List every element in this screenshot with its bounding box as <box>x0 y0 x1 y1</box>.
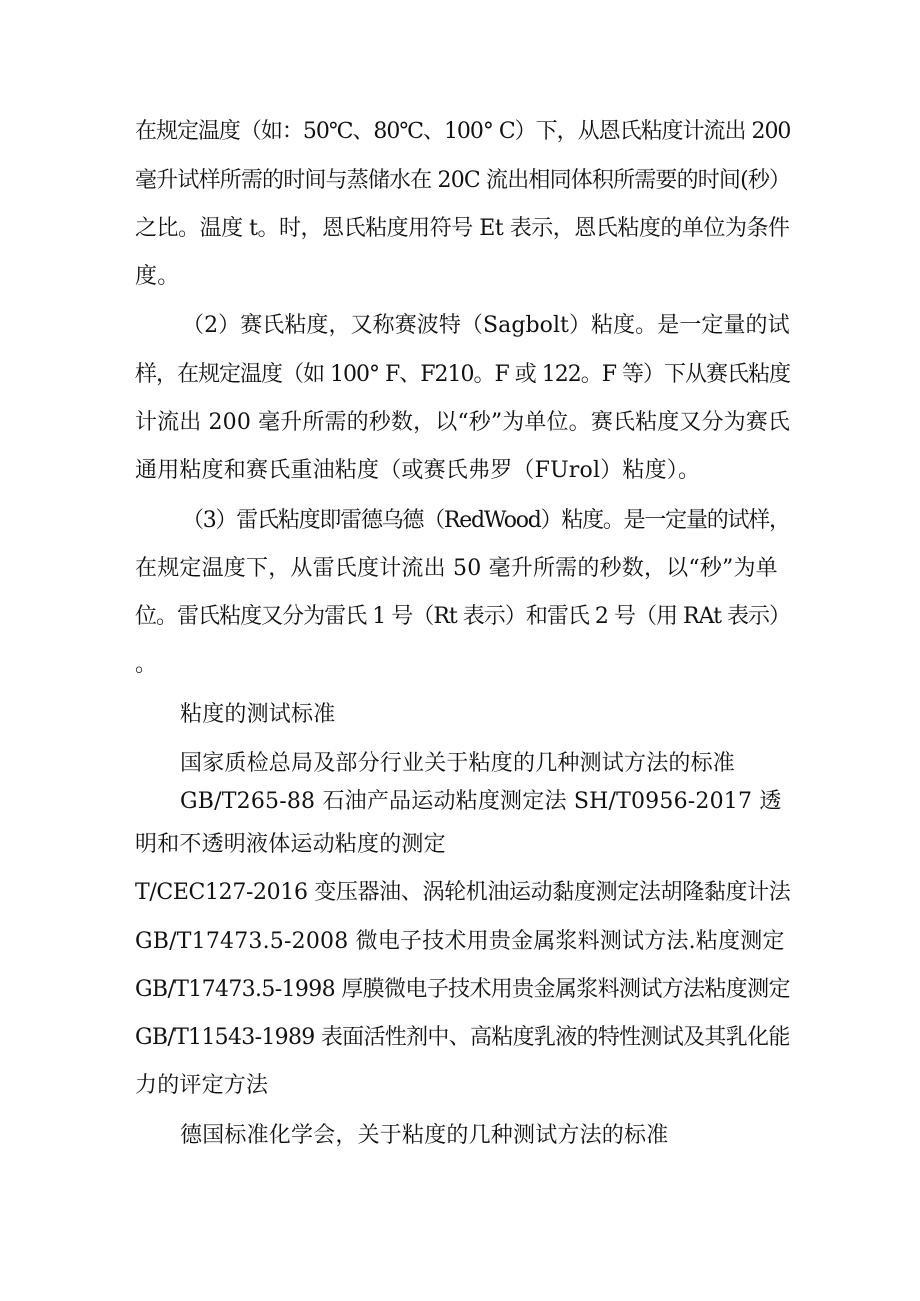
standard-line-2: 明和不透明液体运动粘度的测定 <box>135 832 446 857</box>
national-standards-intro: 国家质检总局及部分行业关于粘度的几种测试方法的标准 <box>180 751 736 776</box>
paragraph-engler-line-4: 度。 <box>135 264 180 289</box>
standard-line-1: GB/T265-88 石油产品运动粘度测定法 SH/T0956-2017 透 <box>180 789 782 814</box>
paragraph-redwood-line-2: 在规定温度下，从雷氏度计流出 50 毫升所需的秒数，以“秒”为单 <box>135 556 778 581</box>
paragraph-redwood-line-4: 。 <box>135 652 158 677</box>
paragraph-redwood-line-1: （3）雷氏粘度即雷德乌德（RedWood）粘度。是一定量的试样， <box>182 508 790 533</box>
paragraph-saybolt-line-1: （2）赛氏粘度，又称赛波特（Sagbolt）粘度。是一定量的试 <box>182 313 790 338</box>
paragraph-engler-line-3: 之比。温度 t。时，恩氏粘度用符号 Et 表示，恩氏粘度的单位为条件 <box>135 216 790 241</box>
standard-line-5: GB/T17473.5-1998 厚膜微电子技术用贵金属浆料测试方法粘度测定 <box>135 977 790 1002</box>
standard-line-6: GB/T11543-1989 表面活性剂中、高粘度乳液的特性测试及其乳化能 <box>135 1025 790 1050</box>
german-standards-intro: 德国标准化学会，关于粘度的几种测试方法的标准 <box>180 1123 669 1148</box>
paragraph-saybolt-line-3: 计流出 200 毫升所需的秒数，以“秒”为单位。赛氏粘度又分为赛氏 <box>135 410 791 435</box>
paragraph-saybolt-line-4: 通用粘度和赛氏重油粘度（或赛氏弗罗（FUrol）粘度）。 <box>135 458 701 483</box>
standard-line-7: 力的评定方法 <box>135 1073 269 1098</box>
paragraph-redwood-line-3: 位。雷氏粘度又分为雷氏 1 号（Rt 表示）和雷氏 2 号（用 RAt 表示） <box>135 604 791 629</box>
standard-line-4: GB/T17473.5-2008 微电子技术用贵金属浆料测试方法.粘度测定 <box>135 929 785 954</box>
paragraph-saybolt-line-2: 样，在规定温度（如 100° F、F210。F 或 122。F 等）下从赛氏粘度 <box>135 362 790 387</box>
section-heading: 粘度的测试标准 <box>180 702 336 727</box>
paragraph-engler-line-2: 毫升试样所需的时间与蒸储水在 20C 流出相同体积所需要的时间(秒） <box>135 168 791 193</box>
paragraph-engler-line-1: 在规定温度（如：50℃、80℃、100° C）下，从恩氏粘度计流出 200 <box>135 119 791 144</box>
standard-line-3: T/CEC127-2016 变压器油、涡轮机油运动黏度测定法胡隆黏度计法 <box>135 880 791 905</box>
